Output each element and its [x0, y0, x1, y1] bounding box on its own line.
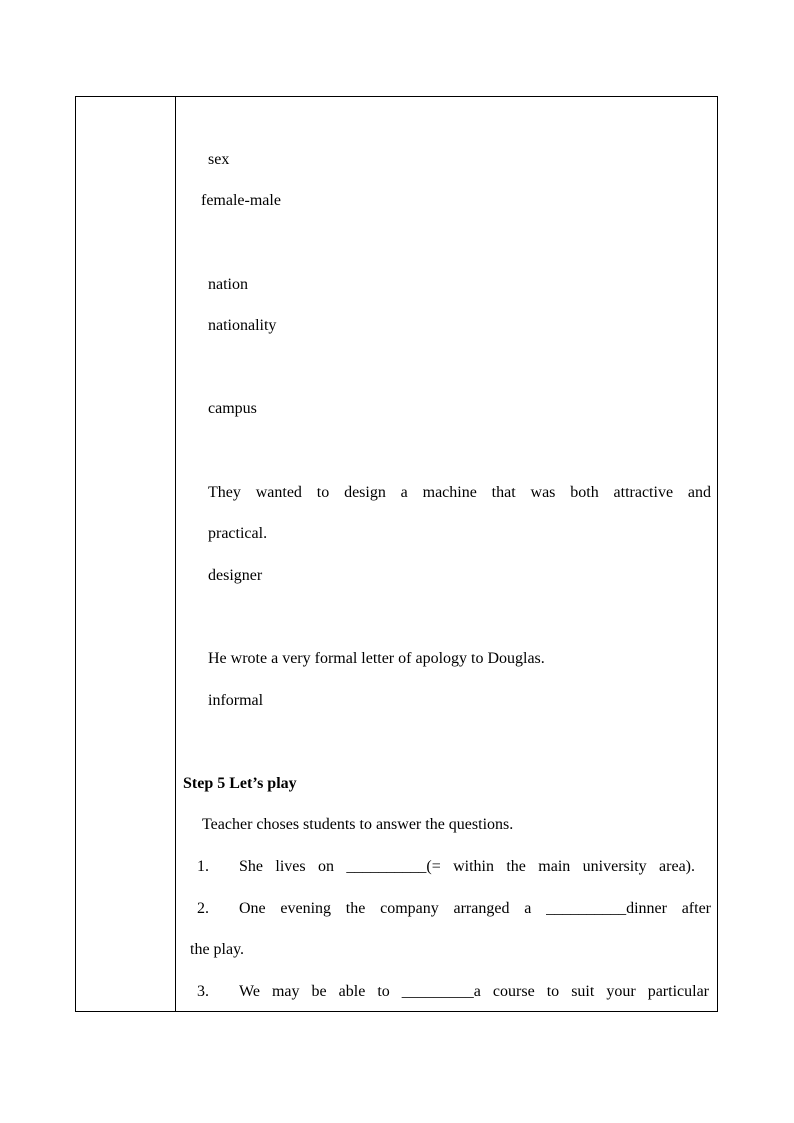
question-2-text: One evening the company arranged a __________dinner after	[239, 900, 711, 917]
design-sentence-line-2: practical.	[208, 525, 268, 542]
vocab-campus: campus	[208, 400, 257, 417]
question-3-number: 3.	[197, 983, 209, 1000]
question-2-number: 2.	[197, 900, 209, 917]
formal-sentence: He wrote a very formal letter of apology to Douglas.	[208, 650, 545, 667]
vocab-female-male: female-male	[201, 192, 281, 209]
column-divider	[175, 97, 176, 1011]
question-1-text: She lives on __________(= within the main university area).	[239, 858, 695, 875]
vocab-informal: informal	[208, 692, 264, 709]
vocab-designer: designer	[208, 567, 263, 584]
step5-intro: Teacher choses students to answer the questions.	[202, 816, 514, 833]
question-2-text-cont: the play.	[190, 941, 245, 958]
step5-heading: Step 5 Let’s play	[183, 775, 297, 792]
question-3-text: We may be able to _________a course to suit your particular	[239, 983, 709, 1000]
vocab-nationality: nationality	[208, 317, 277, 334]
design-sentence-line-1: They wanted to design a machine that was both attractive and	[208, 484, 711, 501]
vocab-nation: nation	[208, 276, 248, 293]
question-1-number: 1.	[197, 858, 209, 875]
vocab-sex: sex	[208, 151, 230, 168]
